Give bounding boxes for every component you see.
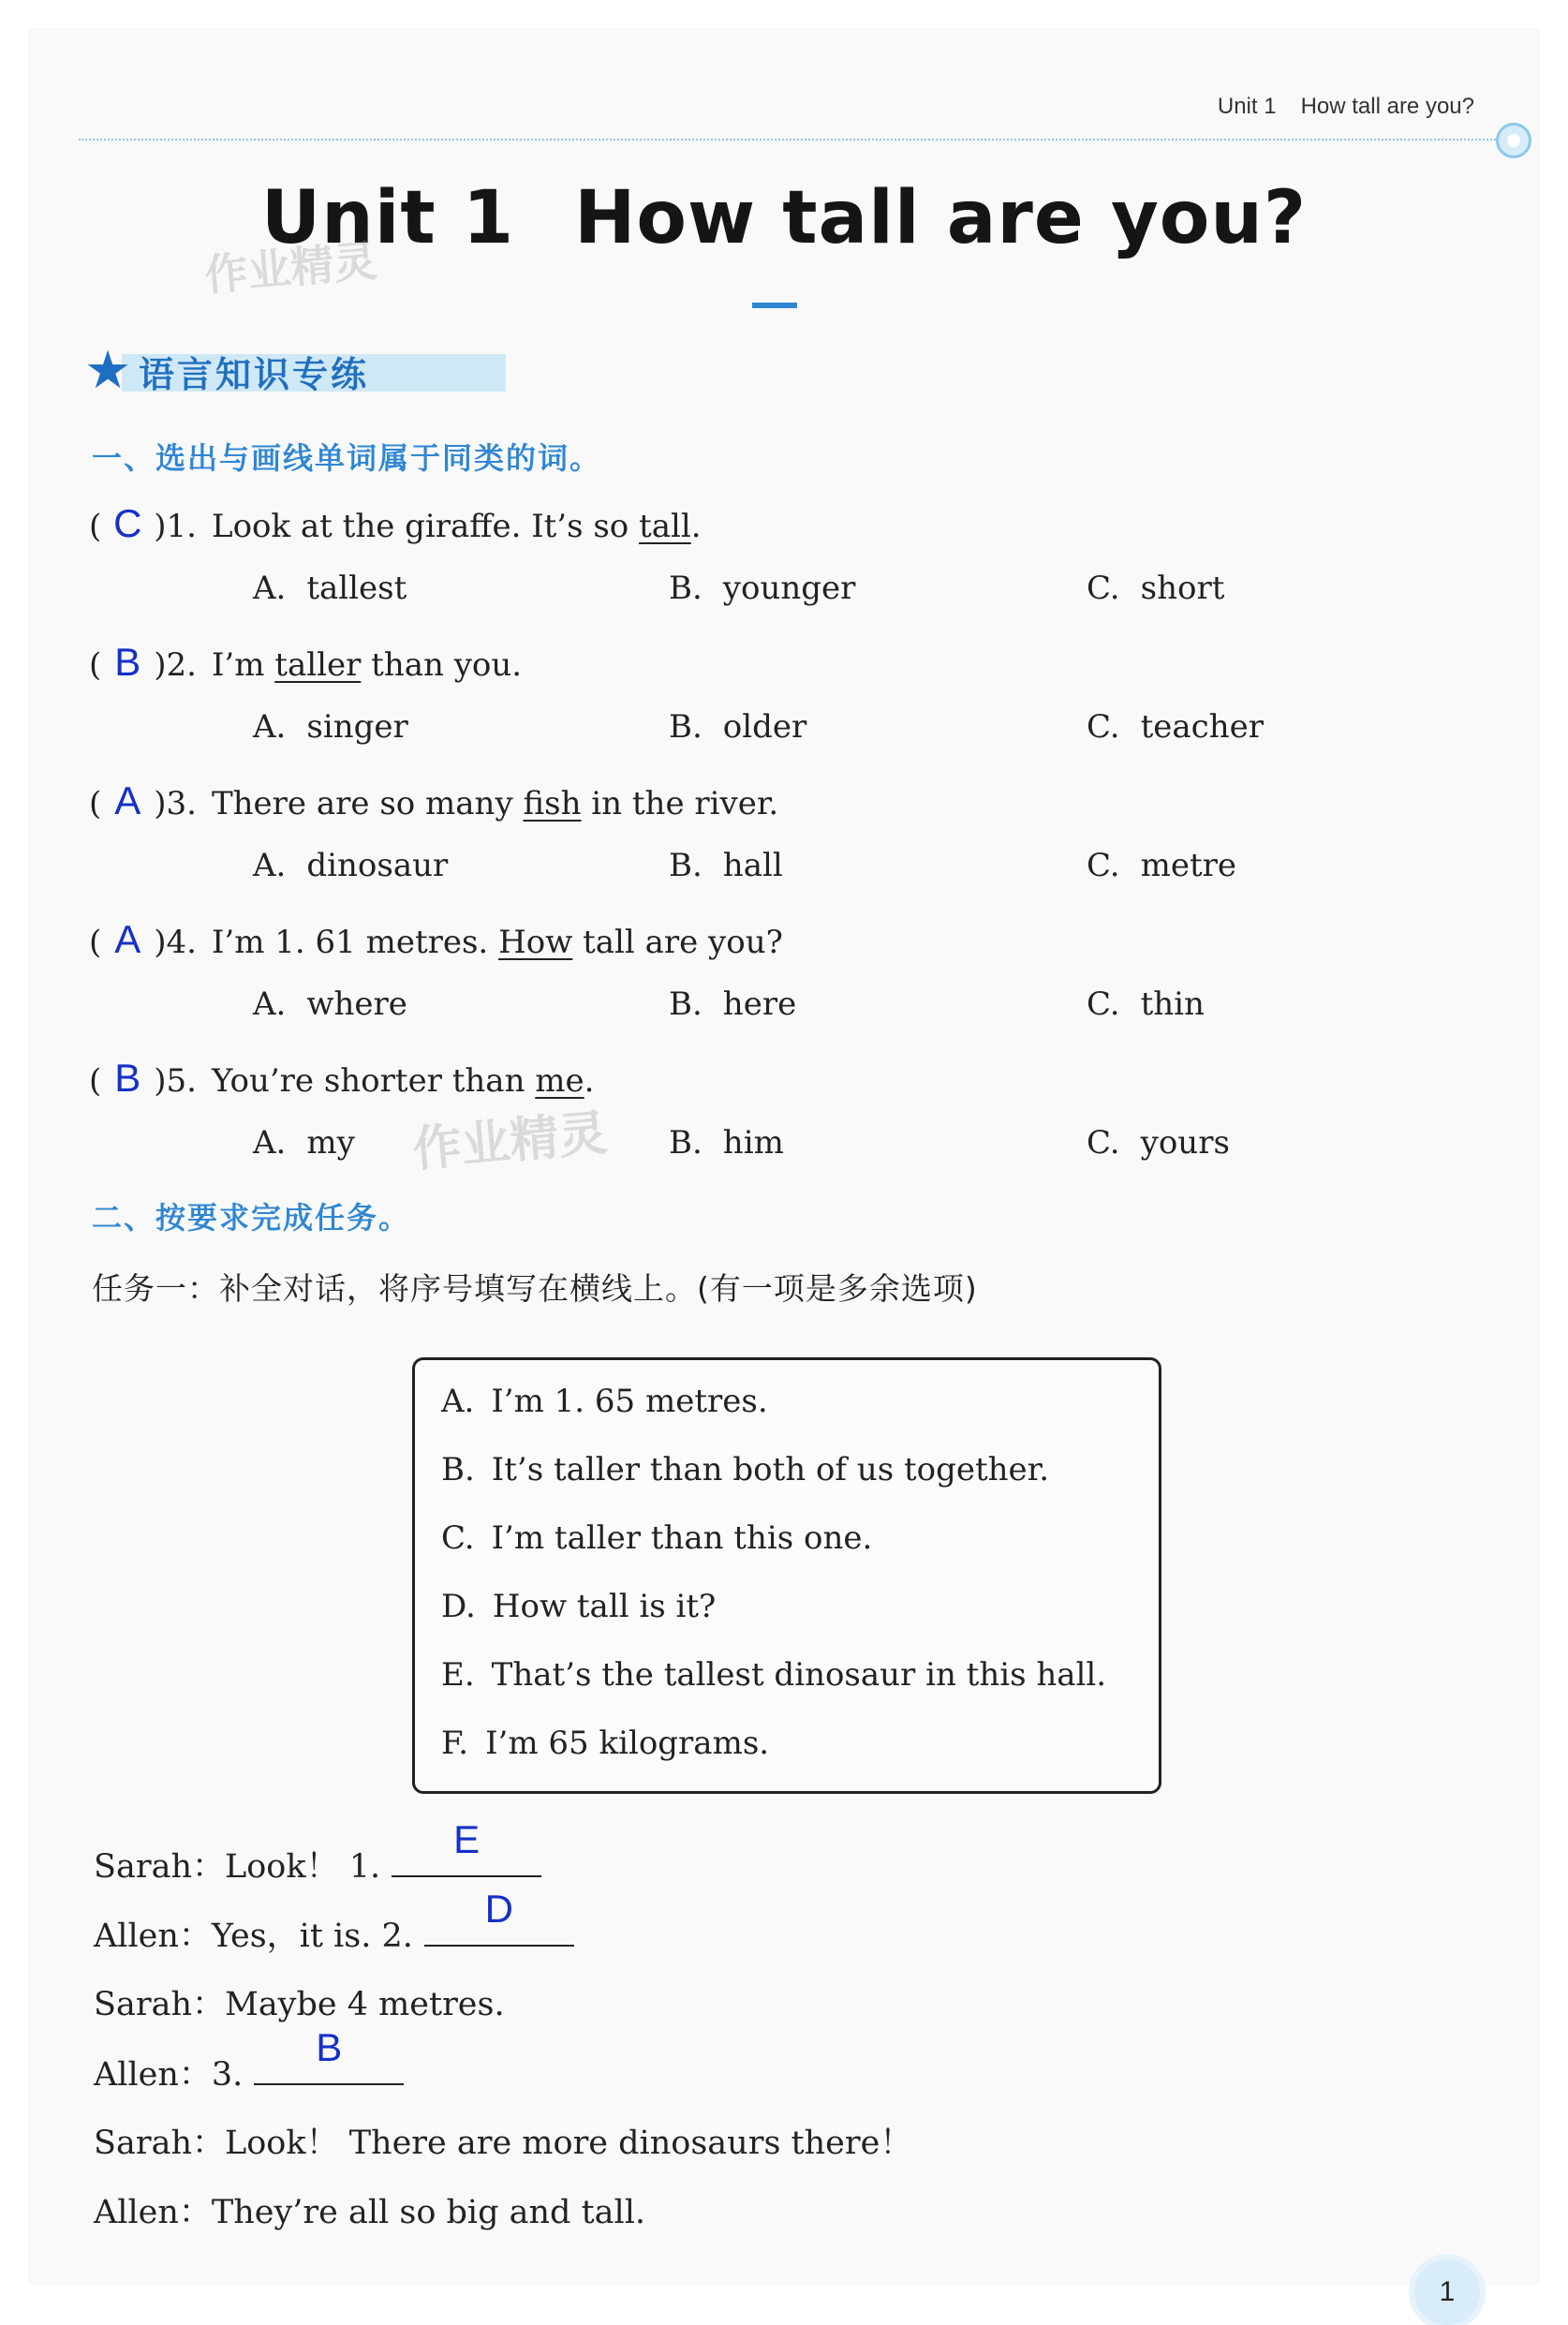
question-text: I’m 1. 61 metres.: [211, 924, 499, 961]
option-text: yours: [1140, 1124, 1230, 1162]
option-letter: A.: [253, 570, 287, 607]
option-c: [1087, 847, 1236, 884]
option-letter: C.: [1087, 985, 1120, 1023]
badge-label: 语言知识专练: [139, 353, 370, 395]
option-a: [253, 708, 408, 746]
box-text: I’m 65 kilograms.: [485, 1725, 770, 1762]
box-letter: C.: [441, 1519, 475, 1557]
question-text: Look at the giraffe. It’s so: [211, 508, 640, 545]
box-text: How tall is it?: [492, 1588, 717, 1625]
dialogue-text: Allen：3.: [94, 2056, 244, 2094]
paren-open: (: [89, 785, 102, 822]
question-text-end: .: [690, 508, 702, 545]
answer-3: A: [114, 778, 141, 822]
box-option-d: [441, 1588, 716, 1625]
title-unit: Unit 1: [260, 176, 515, 260]
box-option-a: [441, 1383, 768, 1420]
option-text: younger: [722, 570, 856, 607]
underlined-word: How: [498, 924, 573, 961]
answer-5: B: [114, 1056, 141, 1100]
box-option-f: [441, 1725, 769, 1762]
question-number: )2.: [154, 646, 197, 684]
question-text-end: .: [584, 1062, 595, 1100]
box-text: It’s taller than both of us together.: [491, 1451, 1049, 1488]
box-option-b: [441, 1451, 1049, 1488]
option-text: where: [306, 985, 407, 1023]
option-c: [1087, 570, 1224, 607]
option-b: [669, 708, 806, 746]
box-letter: B.: [441, 1451, 475, 1488]
question-number: )5.: [154, 1062, 197, 1100]
dialogue-text: Allen：Yes，it is. 2.: [94, 1918, 413, 1955]
blank-answer: E: [453, 1817, 481, 1861]
dialogue-text: Sarah：Maybe 4 metres.: [94, 1986, 505, 2023]
paren-open: (: [89, 508, 102, 545]
page-number: 1: [1414, 2259, 1480, 2325]
question-text-end: tall are you?: [572, 924, 783, 961]
paren-open: (: [89, 924, 102, 961]
question-text: There are so many: [211, 785, 524, 822]
option-letter: C.: [1087, 570, 1120, 607]
option-letter: B.: [669, 570, 703, 607]
underlined-word: me: [535, 1062, 584, 1100]
answer-blank[interactable]: [392, 1817, 541, 1877]
box-letter: A.: [441, 1383, 475, 1420]
question-text: I’m: [211, 646, 275, 684]
option-text: hall: [722, 847, 783, 884]
question-number: )4.: [154, 924, 197, 961]
option-letter: C.: [1087, 1124, 1120, 1162]
option-text: short: [1140, 570, 1225, 607]
option-a: [253, 847, 448, 884]
option-letter: B.: [669, 847, 703, 884]
dialogue-line: [94, 2117, 912, 2164]
part2-title: 二、按要求完成任务。: [92, 1200, 411, 1236]
option-b: [669, 847, 783, 884]
underlined-word: tall: [639, 508, 691, 545]
option-text: metre: [1140, 847, 1237, 884]
dialogue-text: Allen：They’re all so big and tall.: [94, 2194, 646, 2231]
question-1: [89, 501, 702, 546]
dialogue-line: [94, 2025, 404, 2095]
option-b: [669, 1124, 784, 1162]
option-letter: B.: [669, 985, 703, 1023]
question-2: [89, 640, 522, 685]
question-3: [89, 778, 778, 823]
option-letter: A.: [253, 847, 287, 884]
blank-answer: B: [316, 2025, 343, 2069]
question-text-end: than you.: [361, 646, 523, 684]
header-unit: Unit 1: [1217, 94, 1277, 119]
question-text-end: in the river.: [581, 785, 779, 822]
underlined-word: fish: [523, 785, 582, 822]
option-c: [1087, 985, 1205, 1023]
option-letter: A.: [253, 708, 287, 746]
underlined-word: taller: [274, 646, 362, 684]
question-number: )1.: [154, 508, 197, 545]
dialogue-line: [94, 1978, 505, 2025]
title-text: How tall are you?: [574, 176, 1308, 260]
paren-open: (: [89, 646, 102, 684]
option-b: [669, 985, 796, 1023]
question-number: )3.: [154, 785, 197, 822]
box-letter: F.: [441, 1725, 469, 1762]
answer-1: C: [113, 501, 142, 545]
option-a: [253, 570, 407, 607]
dialogue-line: [94, 1817, 541, 1888]
option-text: older: [722, 708, 807, 746]
options-box: [412, 1357, 1161, 1794]
option-c: [1087, 708, 1264, 746]
title-underline: [752, 303, 797, 308]
dialogue-text: Sarah：Look！ There are more dinosaurs there！: [94, 2125, 913, 2162]
option-letter: A.: [253, 985, 287, 1023]
option-b: [669, 570, 855, 607]
option-text: thin: [1140, 985, 1205, 1023]
box-option-c: [441, 1519, 872, 1557]
running-header: [1193, 94, 1474, 120]
part1-title: 一、选出与画线单词属于同类的词。: [92, 440, 602, 476]
option-letter: C.: [1087, 708, 1120, 746]
question-text: You’re shorter than: [211, 1062, 536, 1100]
header-divider: [79, 139, 1502, 141]
option-letter: B.: [669, 1124, 703, 1162]
option-c: [1087, 1124, 1230, 1162]
dialogue-text: Sarah：Look！ 1.: [94, 1848, 381, 1886]
option-text: dinosaur: [306, 847, 449, 884]
question-5: [89, 1056, 594, 1101]
option-text: teacher: [1140, 708, 1264, 746]
dialogue-line: [94, 2186, 645, 2233]
watermark: 作业精灵: [410, 1105, 610, 1178]
answer-2: B: [114, 640, 141, 684]
option-text: tallest: [306, 570, 407, 607]
blank-answer: D: [484, 1887, 514, 1931]
option-text: here: [722, 985, 797, 1023]
box-option-e: [441, 1656, 1106, 1694]
box-text: I’m 1. 65 metres.: [491, 1383, 768, 1420]
answer-blank[interactable]: [424, 1887, 574, 1947]
option-a: [253, 985, 407, 1023]
question-4: [89, 917, 783, 962]
header-circle-icon: [1496, 123, 1531, 158]
watermark: 作业精灵: [202, 235, 379, 301]
option-a: [253, 1124, 355, 1162]
option-text: him: [722, 1124, 784, 1162]
option-letter: B.: [669, 708, 703, 746]
header-title: How tall are you?: [1300, 94, 1474, 119]
section-badge: [84, 340, 370, 401]
task-instruction: 任务一：补全对话，将序号填写在横线上。(有一项是多余选项): [92, 1270, 978, 1307]
paren-open: (: [89, 1062, 102, 1100]
box-text: That’s the tallest dinosaur in this hall.: [491, 1656, 1107, 1694]
answer-blank[interactable]: [254, 2025, 404, 2085]
star-icon: ★: [84, 340, 132, 401]
option-letter: A.: [253, 1124, 287, 1162]
answer-4: A: [114, 917, 141, 961]
option-text: my: [306, 1124, 355, 1162]
dialogue-line: [94, 1887, 574, 1957]
box-text: I’m taller than this one.: [491, 1519, 873, 1557]
box-letter: D.: [441, 1588, 476, 1625]
box-letter: E.: [441, 1656, 475, 1694]
option-text: singer: [306, 708, 408, 746]
option-letter: C.: [1087, 847, 1120, 884]
